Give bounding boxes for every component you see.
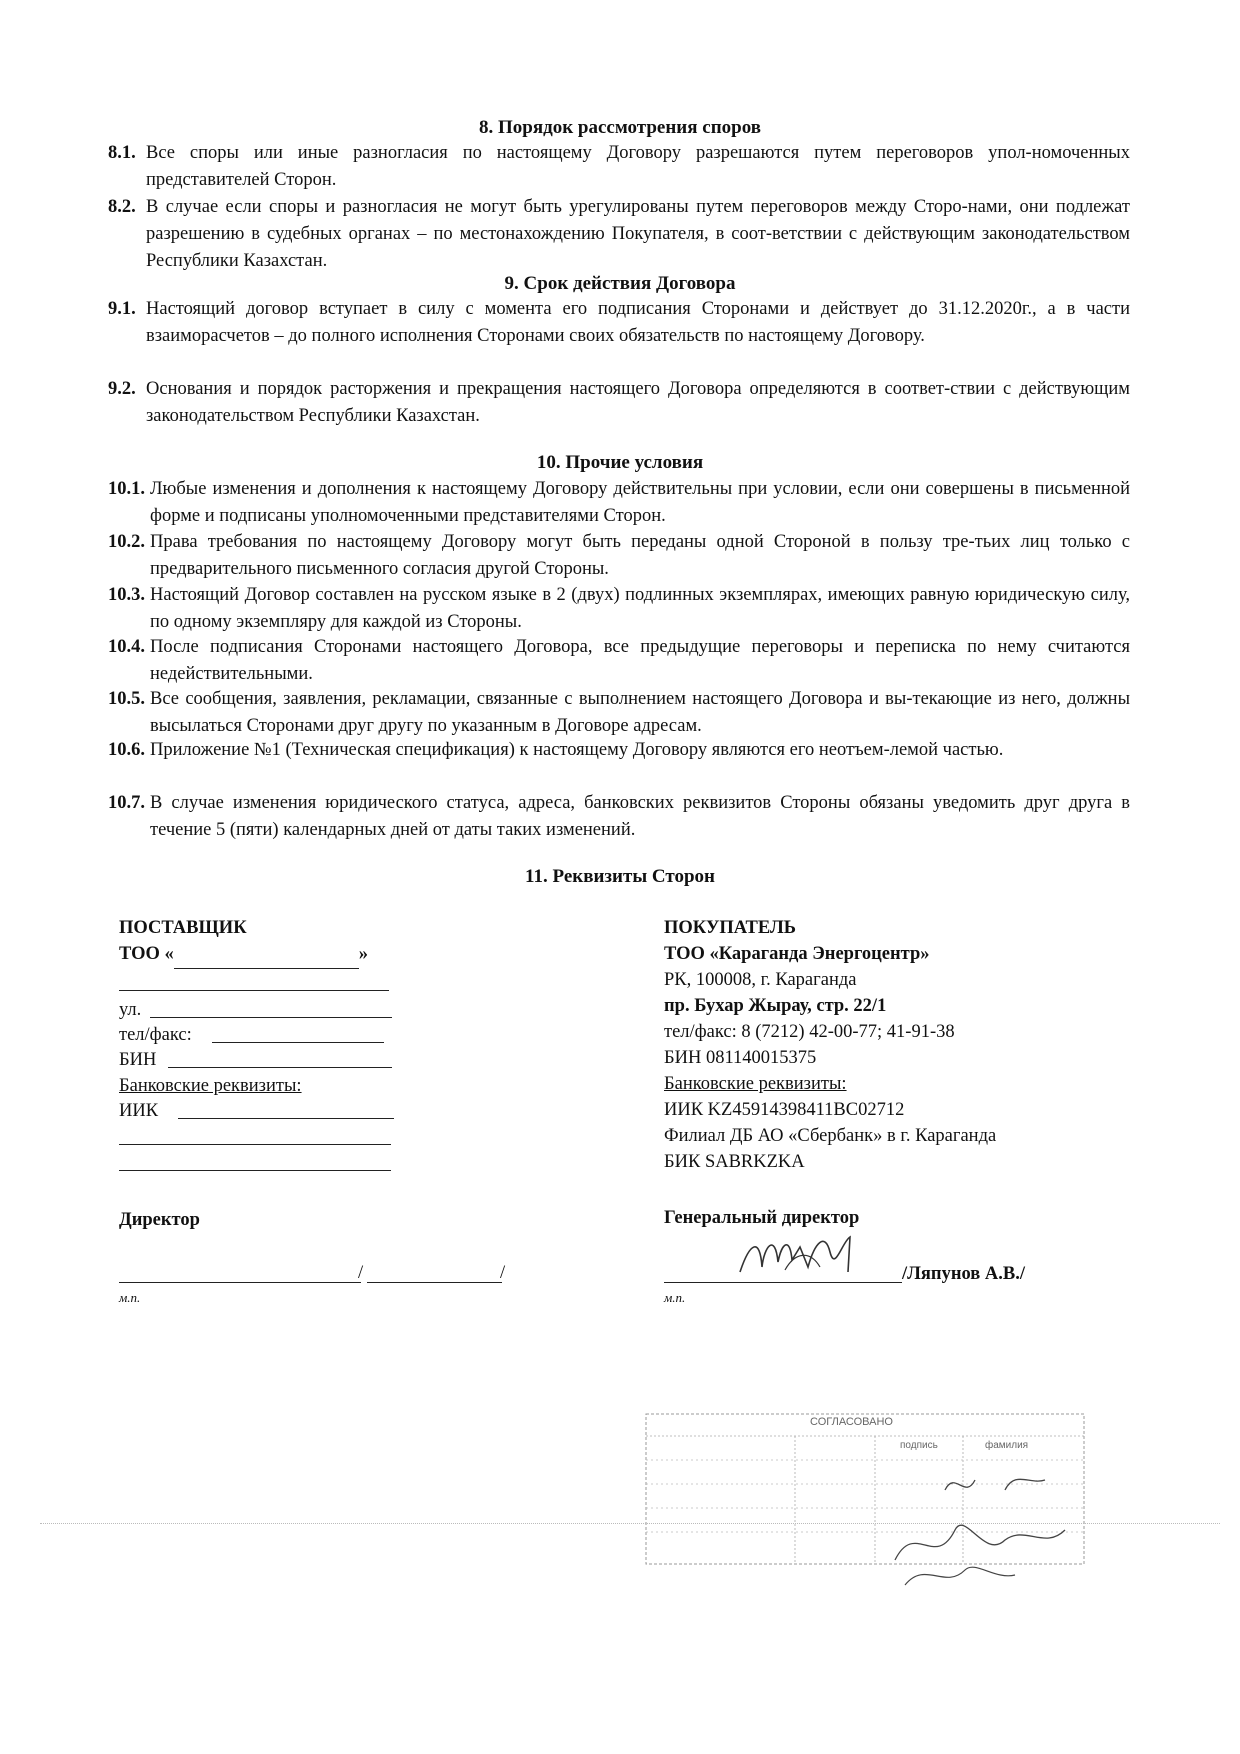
supplier-bin-label: БИН — [119, 1050, 157, 1070]
supplier-mp: м.п. — [119, 1290, 141, 1305]
clause-number: 10.4. — [108, 637, 145, 657]
clause-number: 9.1. — [108, 299, 136, 319]
clause-number: 10.7. — [108, 793, 145, 813]
buyer-bik: БИК SABRKZKA — [664, 1152, 805, 1172]
clause-10-3 — [108, 582, 1130, 636]
clause-number: 8.1. — [108, 143, 136, 163]
section-8-title: 8. Порядок рассмотрения споров — [478, 117, 762, 138]
clause-text: После подписания Сторонами настоящего Договора, все предыдущие переговоры и переписка по нему считаются недействительными. — [150, 637, 1130, 684]
clause-9-1 — [108, 296, 1130, 350]
supplier-org-prefix: ТОО « — [119, 944, 174, 964]
buyer-address2: пр. Бухар Жырау, стр. 22/1 — [664, 996, 887, 1016]
approval-stamp — [645, 1410, 1085, 1600]
supplier-heading: ПОСТАВЩИК — [119, 918, 247, 938]
clause-text: Права требования по настоящему Договору могут быть переданы одной Стороной в пользу тре-тьих лиц только с предварительного письменного согласия другой Стороны. — [150, 532, 1130, 579]
buyer-signature-image — [730, 1222, 880, 1292]
clause-10-2 — [108, 529, 1130, 583]
clause-10-7 — [108, 790, 1130, 844]
slash: / — [358, 1263, 364, 1283]
section-11-title: 11. Реквизиты Сторон — [525, 866, 715, 887]
clause-10-6 — [108, 737, 1130, 764]
supplier-org — [119, 942, 368, 969]
clause-number: 10.2. — [108, 532, 145, 552]
buyer-org: ТОО «Караганда Энергоцентр» — [664, 944, 930, 964]
clause-number: 10.6. — [108, 740, 145, 760]
clause-text: Приложение №1 (Техническая спецификация) к настоящему Договору являются его неотъем-лемой частью. — [150, 740, 1004, 760]
buyer-iik: ИИК KZ45914398411BC02712 — [664, 1100, 905, 1120]
stamp-col-surname: фамилия — [985, 1440, 1029, 1451]
clause-text: Все споры или иные разногласия по настоящему Договору разрешаются путем переговоров упол-номоченных представителей Сторон. — [146, 143, 1130, 190]
clause-9-2 — [108, 376, 1130, 430]
clause-text: В случае если споры и разногласия не могут быть урегулированы путем переговоров между Сторо-нами, они подлежат разрешению в судебных органах – по местонахождению Покупателя, в соот-ветствии с действующим законодательством Республики Казахстан. — [146, 197, 1130, 271]
supplier-bin-line — [168, 1067, 392, 1068]
supplier-phone-line — [212, 1042, 384, 1043]
clause-text: В случае изменения юридического статуса, адреса, банковских реквизитов Стороны обязаны уведомить друг друга в течение 5 (пяти) календарных дней от даты таких изменений. — [150, 793, 1130, 840]
supplier-signature-line — [119, 1282, 361, 1283]
buyer-bank-heading: Банковские реквизиты: — [664, 1074, 847, 1094]
stamp-title: СОГЛАСОВАНО — [810, 1416, 893, 1428]
clause-10-1 — [108, 476, 1130, 530]
clause-10-4 — [108, 634, 1130, 688]
clause-number: 10.5. — [108, 689, 145, 709]
supplier-name-line — [367, 1282, 502, 1283]
supplier-bank-heading: Банковские реквизиты: — [119, 1076, 302, 1096]
supplier-blank-line — [119, 990, 389, 991]
clause-8-2 — [108, 194, 1130, 275]
supplier-signer: Директор — [119, 1210, 200, 1230]
supplier-street-line — [150, 1017, 392, 1018]
buyer-bin: БИН 081140015375 — [664, 1048, 817, 1068]
supplier-street-label: ул. — [119, 1000, 142, 1020]
clause-text: Основания и порядок расторжения и прекращения настоящего Договора определяются в соответ-ствии с действующим законодательством Республики Казахстан. — [146, 379, 1130, 426]
supplier-blank-line — [119, 1144, 391, 1145]
clause-number: 10.3. — [108, 585, 145, 605]
clause-text: Настоящий Договор составлен на русском языке в 2 (двух) подлинных экземплярах, имеющих равную юридическую силу, по одному экземпляру для каждой из Стороны. — [150, 585, 1130, 632]
clause-text: Все сообщения, заявления, рекламации, связанные с выполнением настоящего Договора и вы-текающие из него, должны высылаться Сторонами друг другу по указанным в Договоре адресам. — [150, 689, 1130, 736]
clause-10-5 — [108, 686, 1130, 740]
supplier-phone-label: тел/факс: — [119, 1025, 192, 1045]
slash: / — [500, 1263, 506, 1283]
buyer-heading: ПОКУПАТЕЛЬ — [664, 918, 796, 938]
buyer-address1: РК, 100008, г. Караганда — [664, 970, 857, 990]
clause-8-1 — [108, 140, 1130, 194]
buyer-phone: тел/факс: 8 (7212) 42-00-77; 41-91-38 — [664, 1022, 955, 1042]
supplier-blank-line — [119, 1170, 391, 1171]
buyer-signer-name: /Ляпунов А.В./ — [902, 1264, 1025, 1284]
clause-number: 9.2. — [108, 379, 136, 399]
buyer-signer: Генеральный директор — [664, 1208, 860, 1228]
clause-number: 10.1. — [108, 479, 145, 499]
clause-number: 8.2. — [108, 197, 136, 217]
scan-artifact-line — [40, 1523, 1220, 1524]
clause-text: Любые изменения и дополнения к настоящему Договору действительны при условии, если они совершены в письменной форме и подписаны уполномоченными представителями Сторон. — [150, 479, 1130, 526]
buyer-bank: Филиал ДБ АО «Сбербанк» в г. Караганда — [664, 1126, 997, 1146]
buyer-mp: м.п. — [664, 1290, 686, 1305]
supplier-iik-line — [178, 1118, 394, 1119]
supplier-org-suffix: » — [358, 944, 369, 964]
supplier-iik-label: ИИК — [119, 1101, 159, 1121]
clause-text: Настоящий договор вступает в силу с момента его подписания Сторонами и действует до 31.12.2020г., а в части взаиморасчетов – до полного исполнения Сторонами своих обязательств по настоящему Договору. — [146, 299, 1130, 346]
section-10-title: 10. Прочие условия — [536, 452, 704, 473]
stamp-col-signature: подпись — [900, 1440, 938, 1451]
supplier-org-blank — [174, 942, 359, 969]
section-9-title: 9. Срок действия Договора — [504, 273, 736, 294]
